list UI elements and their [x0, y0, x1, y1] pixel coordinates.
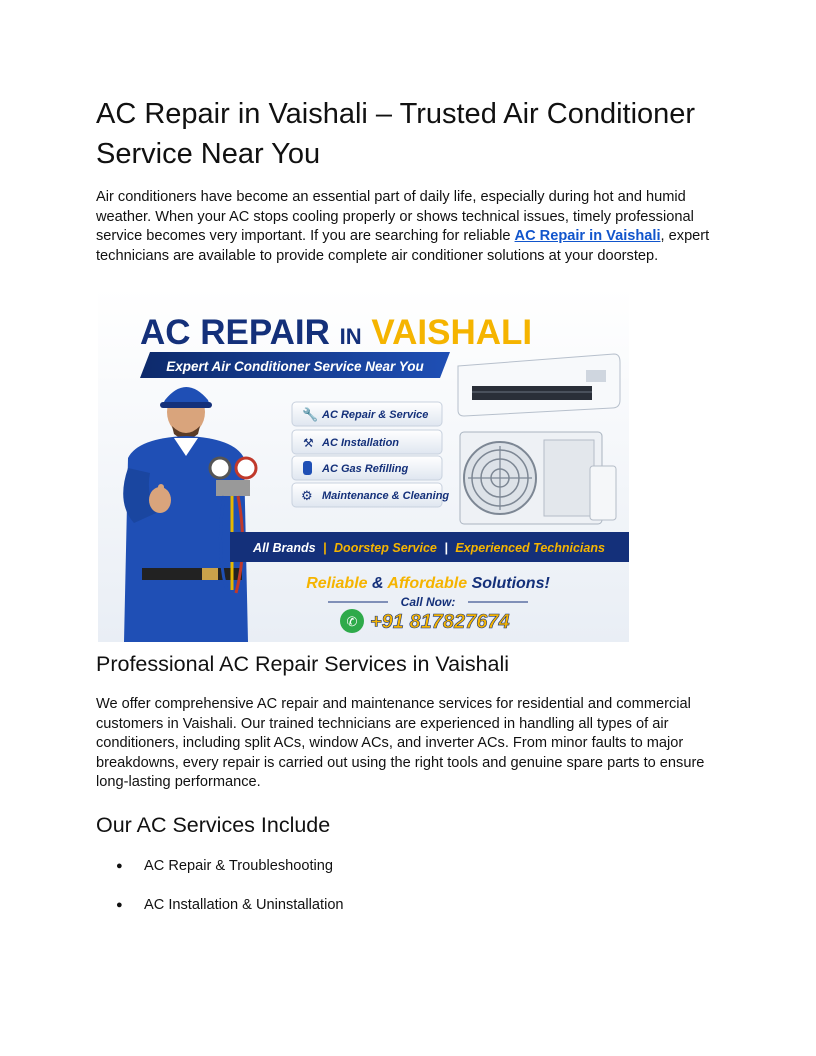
banner-title: [140, 313, 532, 352]
tagline-solutions: Solutions!: [471, 575, 550, 592]
service-item-repair: [292, 402, 442, 426]
banner-subtitle: Expert Air Conditioner Service Near You: [166, 359, 424, 374]
section-heading-professional: Professional AC Repair Services in Vaishali: [96, 652, 510, 676]
gear-icon: ⚙: [301, 488, 313, 503]
ac-repair-link[interactable]: AC Repair in Vaishali: [514, 228, 661, 245]
section-paragraph-professional: We offer comprehensive AC repair and maintenance services for residential and commercial customers in Vaishali. Our trained technicians are experienced in handling all types of air conditioners, including split ACs, window ACs, and inverter ACs. From minor faults to major breakdowns, every repair is carried out using the right tools and genuine spare parts to ensure long-lasting performance.: [96, 696, 705, 791]
phone-glyph: ✆: [346, 615, 358, 630]
document-title: AC Repair in Vaishali – Trusted Air Conditioner Service Near You: [96, 98, 696, 170]
ac-repair-banner-image: [98, 288, 629, 642]
feature-separator: |: [323, 541, 327, 555]
service-label-gas: AC Gas Refilling: [322, 463, 409, 475]
list-item: ● AC Repair & Troubleshooting: [96, 856, 696, 876]
services-bullet-list: [96, 856, 696, 934]
banner-title-part2: VAISHALI: [371, 313, 533, 352]
service-item-maintenance: [292, 483, 449, 507]
banner-tagline: [306, 575, 550, 592]
feature-experienced: Experienced Technicians: [455, 541, 605, 555]
call-now-label: Call Now:: [400, 595, 456, 609]
feature-doorstep: Doorstep Service: [334, 541, 437, 555]
tagline-amp: &: [372, 575, 384, 592]
service-item-installation: [292, 430, 442, 454]
service-label-repair: AC Repair & Service: [322, 409, 429, 421]
service-item-gas: [292, 456, 442, 480]
features-strip-text: [252, 541, 605, 555]
ac-outdoor-unit: [460, 432, 616, 524]
section-heading-services: Our AC Services Include: [96, 813, 331, 837]
feature-separator: |: [444, 541, 448, 555]
service-list: [292, 402, 449, 507]
service-label-installation: AC Installation: [322, 437, 400, 449]
tagline-affordable: Affordable: [387, 575, 468, 592]
banner-title-part1: AC REPAIR: [140, 313, 330, 352]
feature-all-brands: All Brands: [253, 541, 316, 555]
banner-title-in: IN: [339, 324, 362, 349]
service-label-maintenance: Maintenance & Cleaning: [322, 490, 450, 502]
intro-paragraph: [96, 188, 721, 266]
installation-icon: ⚒: [303, 436, 314, 450]
intro-text-after: , expert technicians are available to provide complete air conditioner solutions at your doorstep.: [96, 228, 710, 264]
gas-cylinder-icon: [303, 461, 312, 475]
tagline-reliable: Reliable: [306, 575, 368, 592]
intro-text-before: Air conditioners have become an essential part of daily life, especially during hot and humid weather. When your AC stops cooling properly or shows technical issues, timely professional service becomes very important. If you are searching for reliable: [96, 189, 694, 245]
banner-phone-number: +91 817827674: [370, 611, 510, 633]
list-item: ● AC Installation & Uninstallation: [96, 895, 696, 915]
wrench-icon: 🔧: [302, 407, 319, 422]
